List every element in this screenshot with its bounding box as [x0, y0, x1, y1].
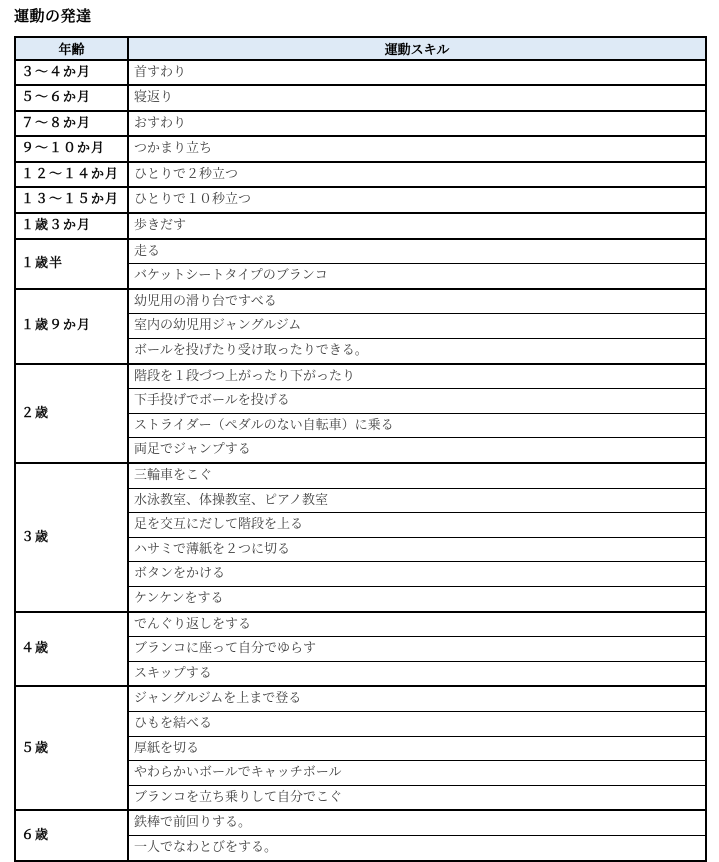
- age-cell: １３〜１５か月: [15, 187, 128, 213]
- skill-cell: ブランコを立ち乗りして自分でこぐ: [128, 785, 706, 810]
- skill-cell: 一人でなわとびをする。: [128, 835, 706, 860]
- age-cell: ５〜６か月: [15, 85, 128, 111]
- table-header-row: [15, 37, 706, 60]
- age-cell: １２〜１４か月: [15, 162, 128, 188]
- table-row: [15, 136, 706, 162]
- age-cell: １歳３か月: [15, 213, 128, 239]
- skill-cell: ケンケンをする: [128, 586, 706, 611]
- motor-development-table: [14, 36, 707, 862]
- skill-cell: ハサミで薄紙を２つに切る: [128, 537, 706, 562]
- skill-cell: 首すわり: [128, 60, 706, 86]
- skill-cell: 寝返り: [128, 85, 706, 111]
- table-row: [15, 289, 706, 314]
- age-cell: ６歳: [15, 810, 128, 860]
- table-row: [15, 463, 706, 488]
- table-row: [15, 60, 706, 86]
- skill-cell: 幼児用の滑り台ですべる: [128, 289, 706, 314]
- skill-cell: スキップする: [128, 661, 706, 686]
- skill-cell: 水泳教室、体操教室、ピアノ教室: [128, 488, 706, 513]
- column-header-age: 年齢: [15, 37, 128, 60]
- skill-cell: ストライダー（ペダルのない自転車）に乗る: [128, 413, 706, 438]
- skill-cell: 歩きだす: [128, 213, 706, 239]
- table-row: [15, 85, 706, 111]
- skill-cell: ブランコに座って自分でゆらす: [128, 637, 706, 662]
- skill-cell: ボールを投げたり受け取ったりできる。: [128, 339, 706, 364]
- age-cell: １歳９か月: [15, 289, 128, 364]
- skill-cell: ひもを結べる: [128, 711, 706, 736]
- age-cell: ９〜１０か月: [15, 136, 128, 162]
- age-cell: ２歳: [15, 364, 128, 463]
- table-row: [15, 810, 706, 835]
- table-row: [15, 686, 706, 711]
- skill-cell: 両足でジャンプする: [128, 438, 706, 463]
- skill-cell: バケットシートタイプのブランコ: [128, 264, 706, 289]
- skill-cell: やわらかいボールでキャッチボール: [128, 761, 706, 786]
- skill-cell: 足を交互にだして階段を上る: [128, 513, 706, 538]
- skill-cell: 下手投げでボールを投げる: [128, 389, 706, 414]
- table-row: [15, 239, 706, 264]
- table-row: [15, 213, 706, 239]
- skill-cell: 鉄棒で前回りする。: [128, 810, 706, 835]
- table-row: [15, 612, 706, 637]
- skill-cell: ジャングルジムを上まで登る: [128, 686, 706, 711]
- skill-cell: ひとりで１０秒立つ: [128, 187, 706, 213]
- skill-cell: 三輪車をこぐ: [128, 463, 706, 488]
- age-cell: ４歳: [15, 612, 128, 687]
- skill-cell: 厚紙を切る: [128, 736, 706, 761]
- column-header-skill: 運動スキル: [128, 37, 706, 60]
- age-cell: ７〜８か月: [15, 111, 128, 137]
- skill-cell: 室内の幼児用ジャングルジム: [128, 314, 706, 339]
- skill-cell: 階段を１段づつ上がったり下がったり: [128, 364, 706, 389]
- age-cell: ３〜４か月: [15, 60, 128, 86]
- skill-cell: つかまり立ち: [128, 136, 706, 162]
- skill-cell: 走る: [128, 239, 706, 264]
- skill-cell: ひとりで２秒立つ: [128, 162, 706, 188]
- skill-cell: おすわり: [128, 111, 706, 137]
- table-row: [15, 111, 706, 137]
- table-body: [15, 60, 706, 861]
- age-cell: ５歳: [15, 686, 128, 810]
- age-cell: ３歳: [15, 463, 128, 612]
- age-cell: １歳半: [15, 239, 128, 289]
- table-row: [15, 187, 706, 213]
- skill-cell: でんぐり返しをする: [128, 612, 706, 637]
- skill-cell: ボタンをかける: [128, 562, 706, 587]
- page-title: 運動の発達: [14, 7, 92, 25]
- table-row: [15, 364, 706, 389]
- table-row: [15, 162, 706, 188]
